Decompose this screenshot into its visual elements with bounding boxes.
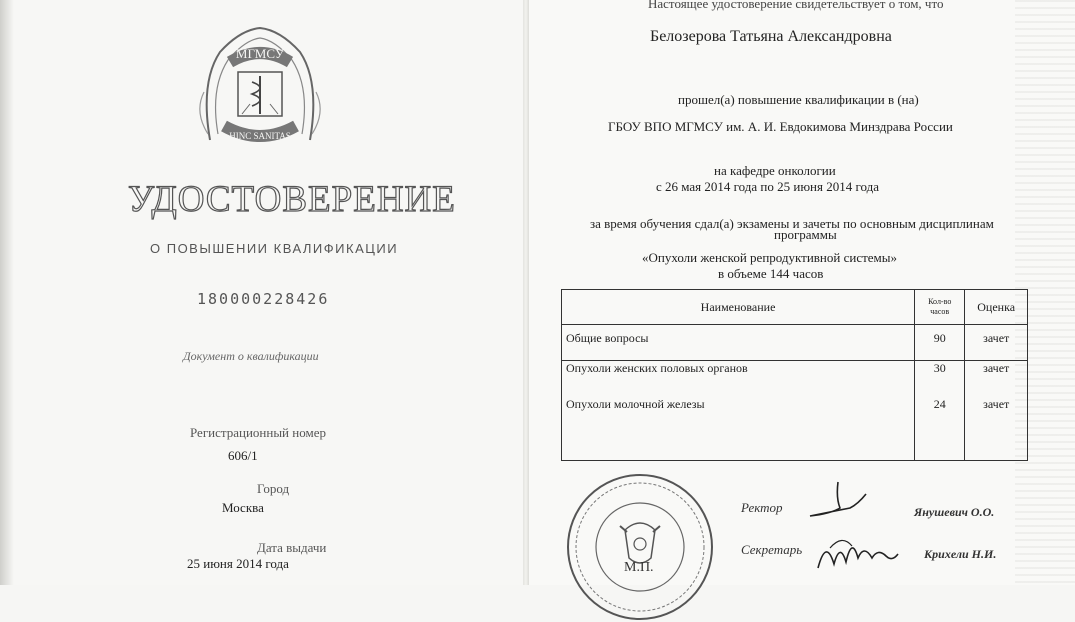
issue-date-label: Дата выдачи [257, 540, 327, 555]
header-hours: Кол-во часов [915, 290, 965, 325]
table-row [562, 361, 1028, 397]
issue-date-value: 25 июня 2014 года [187, 556, 289, 571]
department-text: на кафедре онкологии [714, 163, 836, 178]
document-type: Документ о квалификации [183, 349, 319, 363]
row-name: Опухоли молочной железы [562, 397, 915, 461]
disciplines-table [561, 289, 1028, 461]
row-name: Опухоли женских половых органов [562, 361, 915, 397]
registration-number-value: 606/1 [228, 448, 258, 463]
passed-text: прошел(а) повышение квалификации в (на) [678, 92, 919, 107]
row-hours: 30 [915, 361, 965, 397]
certificate-number: 180000228426 [197, 290, 330, 308]
program-name: «Опухоли женской репродуктивной системы» [642, 250, 898, 265]
row-hours: 24 [915, 397, 965, 461]
rector-label: Ректор [741, 500, 783, 515]
intro-text: Настоящее удостоверение свидетельствует о том, что [648, 0, 944, 11]
row-name: Общие вопросы [562, 325, 915, 361]
city-value: Москва [222, 500, 264, 515]
header-name: Наименование [562, 290, 915, 325]
registration-number-label: Регистрационный номер [190, 425, 326, 440]
left-edge-shadow [0, 0, 14, 585]
logo-motto-text: HINC SANITAS [229, 131, 291, 141]
table-row [562, 397, 1028, 461]
document-subtitle: О ПОВЫШЕНИИ КВАЛИФИКАЦИИ [150, 241, 399, 256]
logo-top-text: МГМСУ [235, 46, 285, 61]
row-grade: зачет [965, 397, 1028, 461]
institution-name: ГБОУ ВПО МГМСУ им. А. И. Евдокимова Минздрава России [608, 119, 953, 134]
exams-text: за время обучения сдал(а) экзамены и зачеты по основным дисциплинам [590, 216, 994, 231]
table-header-row [562, 290, 1028, 325]
table-row [562, 325, 1028, 361]
person-name: Белозерова Татьяна Александровна [650, 28, 892, 45]
city-label: Город [257, 481, 290, 496]
secretary-signature-icon [812, 528, 902, 578]
official-seal-stamp [565, 472, 715, 622]
secretary-label: Секретарь [741, 542, 803, 557]
rector-signature-icon [800, 478, 880, 528]
program-volume: в объеме 144 часов [718, 266, 824, 281]
rector-name: Янушевич О.О. [914, 505, 995, 519]
page-fold [523, 0, 529, 585]
study-period: с 26 мая 2014 года по 25 июня 2014 года [656, 179, 880, 194]
stamp-mark: М.П. [624, 560, 654, 575]
row-grade: зачет [965, 325, 1028, 361]
row-hours: 90 [915, 325, 965, 361]
program-label: программы [774, 227, 837, 242]
row-grade: зачет [965, 361, 1028, 397]
document-title: УДОСТОВЕРЕНИЕ [128, 179, 456, 220]
header-grade: Оценка [965, 290, 1028, 325]
university-emblem-icon [190, 22, 330, 152]
secretary-name: Крихели Н.И. [924, 547, 997, 561]
